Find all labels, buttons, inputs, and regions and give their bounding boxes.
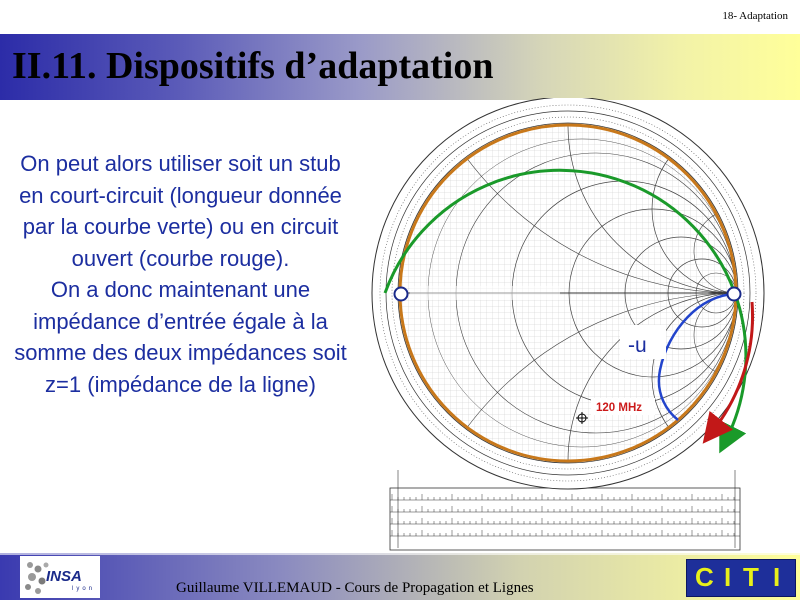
citi-logo <box>686 559 796 597</box>
open-circle-marker <box>728 288 741 301</box>
smith-chart <box>355 98 800 553</box>
insa-logo-sub: lyon <box>72 586 96 592</box>
citi-logo-letter: C <box>695 562 714 592</box>
citi-logo-letter: I <box>724 562 732 592</box>
minus-u-label: -u <box>628 334 647 357</box>
open-circle-marker <box>395 288 408 301</box>
insa-logo <box>20 556 100 598</box>
freq-label: 120 MHz <box>596 402 643 414</box>
citi-logo-letter: T <box>743 562 759 592</box>
body-paragraph-1: On peut alors utiliser soit un stub en court-circuit (longueur donnée par la courbe verte) ou en circuit ouvert (courbe rouge). <box>19 151 342 271</box>
slide-title: II.11. Dispositifs d’adaptation <box>12 45 494 87</box>
body-paragraph-2: On a donc maintenant une impédance d’entrée égale à la somme des deux impédances soit z=1 (impédance de la ligne) <box>14 277 347 397</box>
slide-label: 18- Adaptation <box>722 10 788 22</box>
footer-credit: Guillaume VILLEMAUD - Cours de Propagation et Lignes <box>176 580 534 596</box>
insa-logo-word: INSA <box>46 568 82 585</box>
body-text <box>8 148 353 400</box>
citi-logo-letter: I <box>773 562 781 592</box>
footer-divider <box>0 553 800 555</box>
